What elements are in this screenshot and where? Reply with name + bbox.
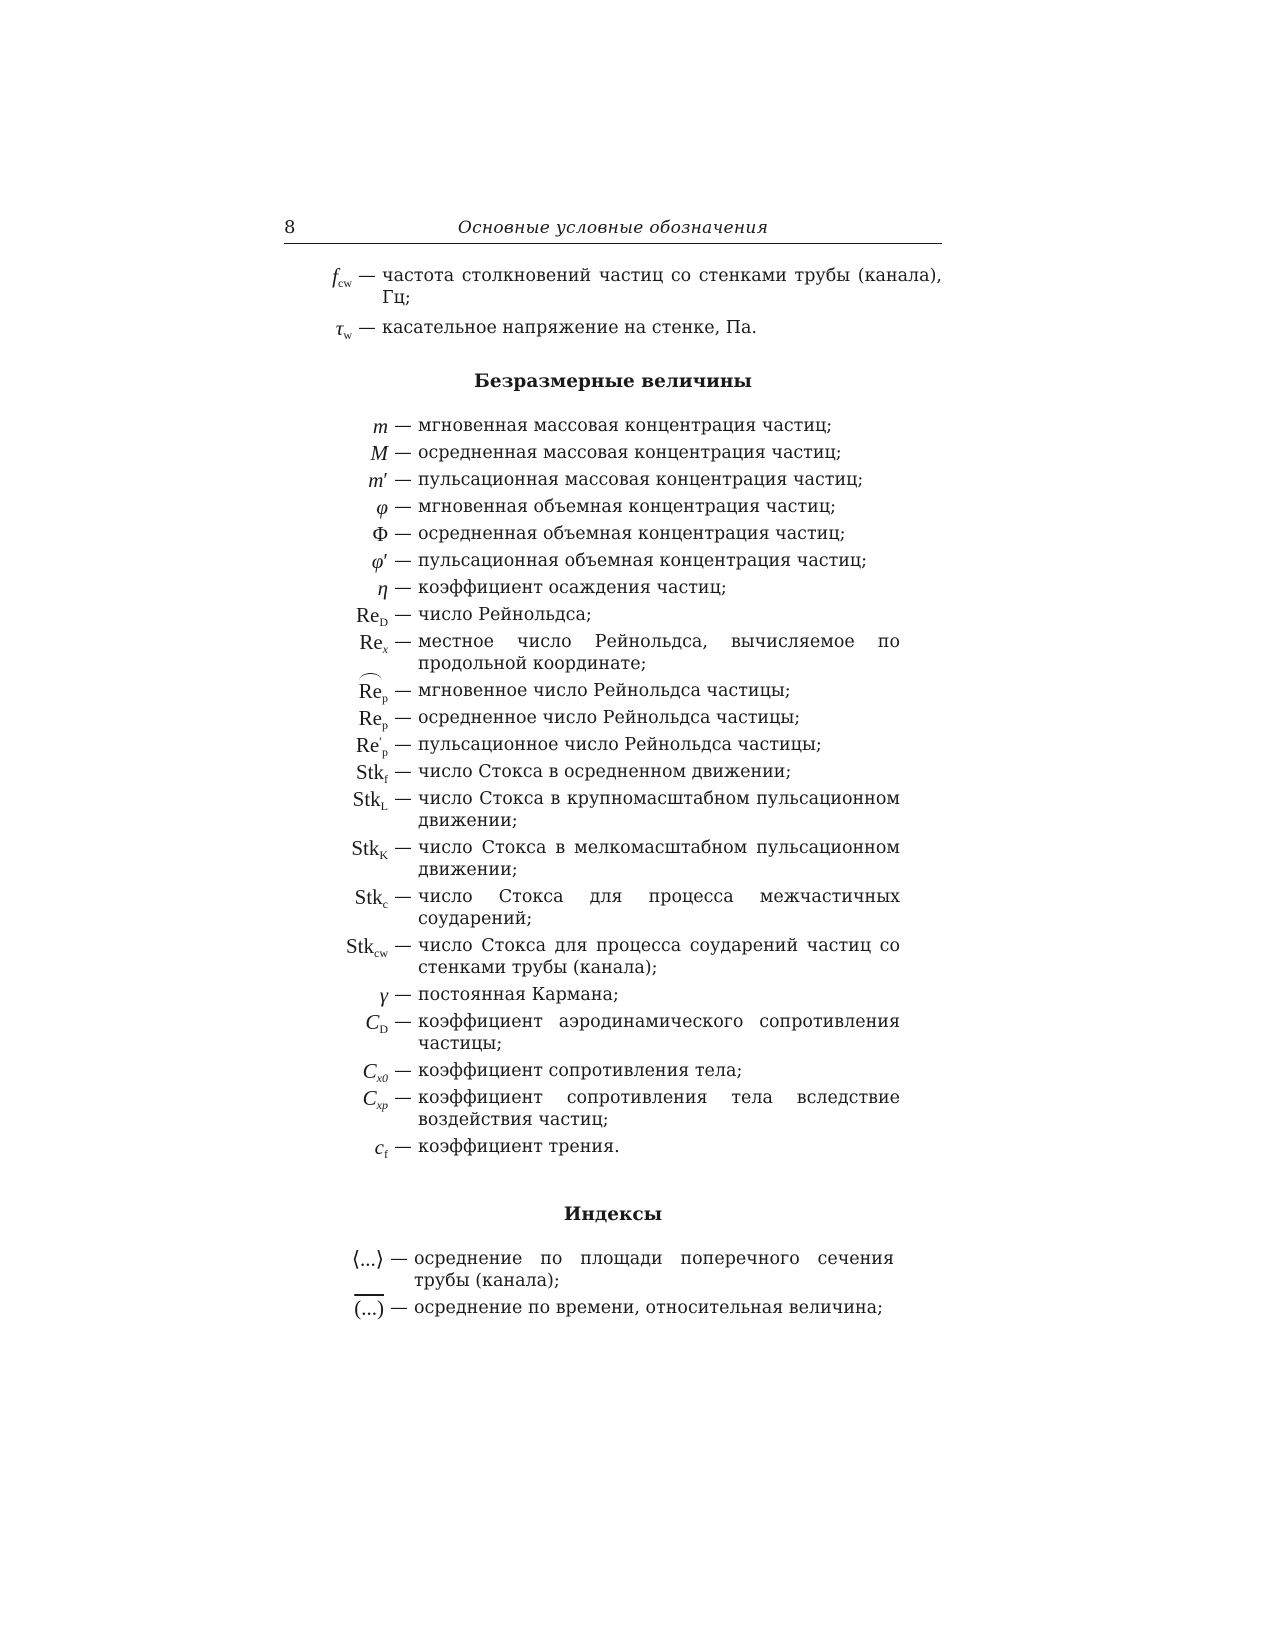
notation-symbol: $c_f$ xyxy=(374,1135,388,1161)
notation-symbol: $Re_p$ xyxy=(358,706,388,732)
notation-entry: M — осредненная массовая концентрация частиц; xyxy=(284,442,900,464)
notation-description: пульсационное число Рейнольдса частицы; xyxy=(418,735,822,755)
notation-symbol: Stk$_f$ xyxy=(355,760,388,786)
notation-symbol: Stk$_K$ xyxy=(351,836,388,862)
notation-description: местное число Рейнольдса, вычисляемое по продольной координате; xyxy=(418,632,900,674)
notation-entry: ⟨...⟩ — осреднение по площади поперечного сечения трубы (канала); xyxy=(284,1248,894,1292)
notation-description: число Рейнольдса; xyxy=(418,605,592,625)
notation-description: осредненная массовая концентрация частиц; xyxy=(418,443,842,463)
notation-entry: φ′ — пульсационная объемная концентрация частиц; xyxy=(284,550,900,572)
notation-symbol: φ xyxy=(376,495,388,519)
notation-symbol: $\tau_w$ xyxy=(335,316,352,342)
notation-entry: Stk$_c$ — число Стокса для процесса межчастичных соударений; xyxy=(284,886,900,930)
notation-entry: φ — мгновенная объемная концентрация частиц; xyxy=(284,496,900,518)
notation-description: осреднение по площади поперечного сечения трубы (канала); xyxy=(414,1249,894,1291)
notation-entry: γ — постоянная Кармана; xyxy=(284,984,900,1006)
notation-symbol: Stk$_L$ xyxy=(352,787,388,813)
notation-entry: $Re_D$ — число Рейнольдса; xyxy=(284,604,900,626)
notation-symbol: m′ xyxy=(368,468,388,492)
notation-symbol: ⟨...⟩ xyxy=(351,1247,384,1271)
notation-description: число Стокса в крупномасштабном пульсационном движении; xyxy=(418,789,900,831)
notation-entry: $\tau_w$ — касательное напряжение на стенке, Па. xyxy=(284,317,942,339)
notation-description: осредненное число Рейнольдса частицы; xyxy=(418,708,801,728)
notation-list-continued xyxy=(284,265,942,347)
notation-symbol: $Re_D$ xyxy=(356,603,388,629)
notation-symbol: $C_D$ xyxy=(365,1010,388,1036)
notation-entry: (...) — осреднение по времени, относительная величина; xyxy=(284,1297,894,1319)
notation-entry: m′ — пульсационная массовая концентрация частиц; xyxy=(284,469,900,491)
notation-symbol: M xyxy=(370,441,388,465)
notation-entry: $C_{xp}$ — коэффициент сопротивления тела вследствие воздействия частиц; xyxy=(284,1087,900,1131)
notation-entry: Φ — осредненная объемная концентрация частиц; xyxy=(284,523,900,545)
notation-description: мгновенное число Рейнольдса частицы; xyxy=(418,681,791,701)
notation-entry: $Re'_p$ — пульсационное число Рейнольдса частицы; xyxy=(284,734,900,756)
notation-symbol: $f_{cw}$ xyxy=(332,264,352,290)
notation-description: коэффициент сопротивления тела; xyxy=(418,1061,743,1081)
notation-entry: Stk$_K$ — число Стокса в мелкомасштабном пульсационном движении; xyxy=(284,837,900,881)
notation-description: коэффициент осаждения частиц; xyxy=(418,578,727,598)
notation-symbol: $Re_x$ xyxy=(359,630,388,656)
notation-symbol: $Re_p$ xyxy=(358,679,388,705)
indices-list xyxy=(284,1248,894,1324)
notation-entry: $C_{x0}$ — коэффициент сопротивления тела; xyxy=(284,1060,900,1082)
notation-description: число Стокса для процесса межчастичных соударений; xyxy=(418,887,900,929)
notation-symbol: $C_{x0}$ xyxy=(362,1059,388,1085)
notation-description: число Стокса в мелкомасштабном пульсационном движении; xyxy=(418,838,900,880)
notation-symbol: m xyxy=(372,414,388,438)
notation-entry: $Re_x$ — местное число Рейнольдса, вычисляемое по продольной координате; xyxy=(284,631,900,675)
notation-symbol: (...) xyxy=(354,1296,384,1320)
notation-entry: $Re_p$ — осредненное число Рейнольдса частицы; xyxy=(284,707,900,729)
notation-description: коэффициент трения. xyxy=(418,1137,620,1157)
notation-description: мгновенная объемная концентрация частиц; xyxy=(418,497,836,517)
notation-symbol: φ′ xyxy=(371,549,388,573)
notation-entry: η — коэффициент осаждения частиц; xyxy=(284,577,900,599)
notation-description: мгновенная массовая концентрация частиц; xyxy=(418,416,833,436)
notation-description: касательное напряжение на стенке, Па. xyxy=(382,318,757,338)
page-header xyxy=(284,217,942,244)
notation-entry: Stk$_L$ — число Стокса в крупномасштабном пульсационном движении; xyxy=(284,788,900,832)
notation-description: число Стокса для процесса соударений частиц со стенками трубы (канала); xyxy=(418,936,900,978)
notation-symbol: $C_{xp}$ xyxy=(362,1086,388,1112)
notation-entry: $f_{cw}$ — частота столкновений частиц со стенками трубы (канала), Гц; xyxy=(284,265,942,309)
notation-entry: Stk$_f$ — число Стокса в осредненном движении; xyxy=(284,761,900,783)
dimensionless-quantities-list xyxy=(284,415,900,1163)
notation-description: осреднение по времени, относительная величина; xyxy=(414,1298,884,1318)
notation-entry: $Re_p$ — мгновенное число Рейнольдса частицы; xyxy=(284,680,900,702)
notation-entry: Stk$_{cw}$ — число Стокса для процесса соударений частиц со стенками трубы (канала); xyxy=(284,935,900,979)
notation-symbol: $Re'_p$ xyxy=(355,733,388,759)
notation-description: пульсационная массовая концентрация частиц; xyxy=(418,470,864,490)
notation-entry: $C_D$ — коэффициент аэродинамического сопротивления частицы; xyxy=(284,1011,900,1055)
notation-symbol: η xyxy=(377,576,388,600)
page-number: 8 xyxy=(284,217,296,238)
notation-description: частота столкновений частиц со стенками трубы (канала), Гц; xyxy=(382,266,942,308)
notation-description: число Стокса в осредненном движении; xyxy=(418,762,792,782)
section-heading-indices: Индексы xyxy=(563,1204,663,1225)
section-heading-dimensionless: Безразмерные величины xyxy=(474,371,752,392)
notation-description: пульсационная объемная концентрация частиц; xyxy=(418,551,868,571)
notation-description: коэффициент аэродинамического сопротивления частицы; xyxy=(418,1012,900,1054)
notation-symbol: γ xyxy=(379,983,388,1007)
notation-description: осредненная объемная концентрация частиц; xyxy=(418,524,846,544)
notation-entry: m — мгновенная массовая концентрация частиц; xyxy=(284,415,900,437)
notation-symbol: Φ xyxy=(372,522,388,546)
notation-description: постоянная Кармана; xyxy=(418,985,619,1005)
notation-description: коэффициент сопротивления тела вследствие воздействия частиц; xyxy=(418,1088,900,1130)
notation-symbol: Stk$_{cw}$ xyxy=(345,934,388,960)
notation-symbol: Stk$_c$ xyxy=(354,885,388,911)
notation-entry: $c_f$ — коэффициент трения. xyxy=(284,1136,900,1158)
running-title: Основные условные обозначения xyxy=(457,218,769,238)
